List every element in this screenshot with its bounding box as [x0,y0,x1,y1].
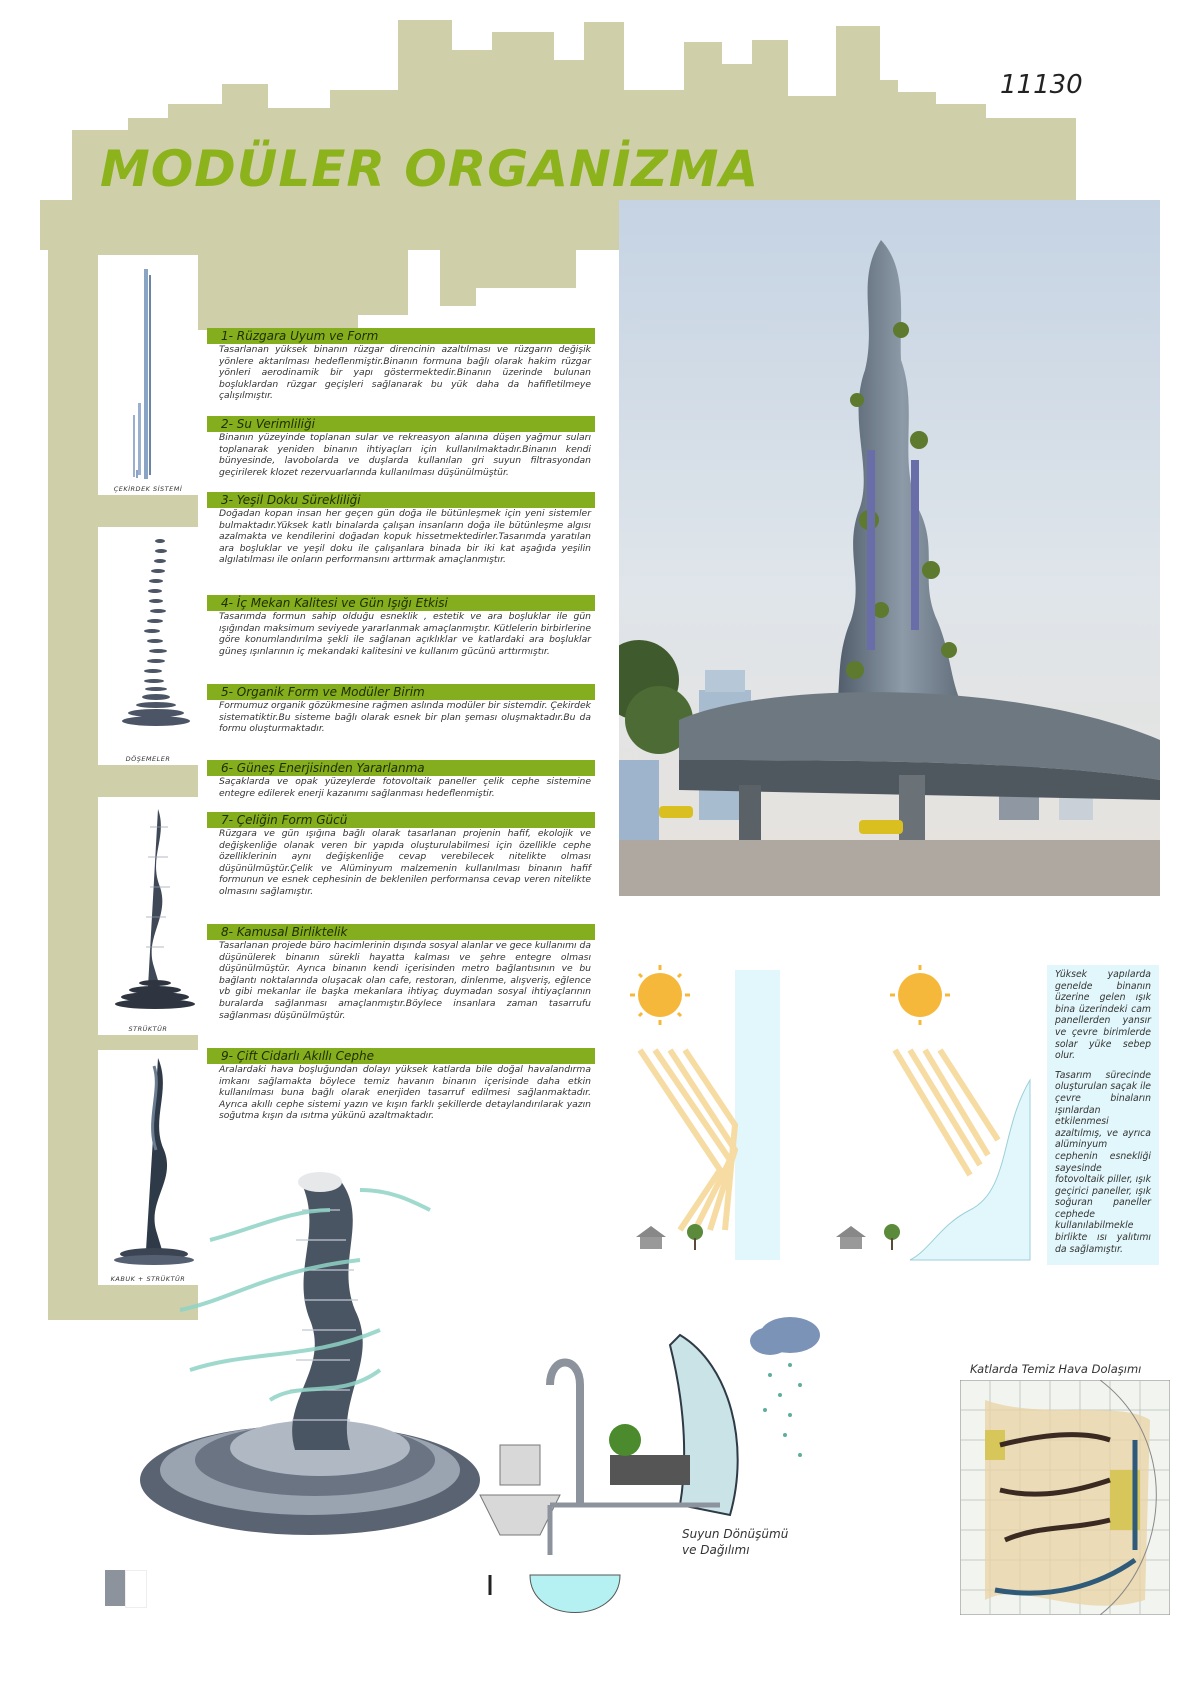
cloud-icon [750,1317,820,1355]
planter-box [610,1455,690,1485]
solar-note [1047,965,1159,1265]
glass-facade [735,970,780,1260]
solar-reflection-diagram-canopy [820,960,1040,1270]
structure-drawing [98,797,198,1022]
water-title-line: ve Dağılımı [682,1543,750,1557]
solar-note-paragraph: Tasarım sürecinde oluşturulan saçak ile çevre binaların ışınlardan etkilenmesi azaltılmış, ve ayrıca alüminyum cephenin esnekliği sayesinde fotovoltaik piller, ışık geçirici paneller, ışık soğuran paneller cephede kullanılabilmekle birlikte ısı yalıtımı da sağlamıştır. [1055,1069,1151,1255]
section-wind-form [207,328,595,402]
water-cycle-diagram [470,1305,830,1635]
thumbnail-caption: KABUK + STRÜKTÜR [110,1275,186,1283]
floors-drawing [98,527,198,752]
air-circulation-plan [960,1380,1170,1615]
section-organic-modular [207,684,595,735]
section-heading: 4- İç Mekan Kalitesi ve Gün Işığı Etkisi [207,595,595,611]
legend-swatch-gray [105,1570,125,1606]
section-public-togetherness [207,924,595,1021]
section-body: Tasarlanan yüksek binanın rüzgar direncinin azaltılması ve rüzgarın değişik yönlere aktarılması hedeflenmiştir.Binanın formuna bağlı olarak hakim rüzgar yönleri aerodinamik bir yapı göstermektedir.Binanın üzerinde bulunan boşluklardan rüzgar geçişleri sağlanarak bu yük daha da hafifletilmeye çalışılmıştır. [219,344,591,402]
tower-rendering [619,200,1160,896]
water-title-line: Suyun Dönüşümü [682,1527,789,1541]
section-heading: 8- Kamusal Birliktelik [207,924,595,940]
thumbnail-core-system [98,255,198,495]
section-interior-daylight [207,595,595,657]
section-body: Doğadan kopan insan her geçen gün doğa ile bütünleşmek için yeni sistemler bulmaktadır.Yüksek katlı binalarda çalışan insanların doğa ile bütünleşme algısı azalmakta ve kendilerini doğadan kopuk hissetmektedirler.Tasarımda yaratılan ara boşluklar ve yeşil doku ile çalışanlara binada bir iki kat aşağıda yeşilin algılatılması ile onların performansını arttırmak amaçlanmıştır. [219,508,591,566]
water-diagram-title [682,1526,788,1558]
sun-icon [890,965,950,1025]
house-icon [836,1226,866,1249]
sun-icon [630,965,690,1025]
solar-note-paragraph: Yüksek yapılarda genelde binanın üzerine gelen ışık bina üzerindeki cam panellerden yansır ve çevre birimlerde solar yüke sebep olur. [1055,969,1151,1062]
solar-reflection-diagram-glass [620,960,830,1270]
section-heading: 2- Su Verimliliği [207,416,595,432]
section-body: Rüzgara ve gün ışığına bağlı olarak tasarlanan projenin hafif, ekolojik ve değişkenliğe olanak veren bir yapıda oluşturulabilmesi için özellikle cephe özelliklerinin aynı değişkenliğe cevap verebilecek nitelikte olması düşünülmüştür.Çelik ve Alüminyum malzemenin kullanılması binanın hafif formunun ve esnek cephesinin de beklenilen performansa cevap veren nitelikte olmasını sağlamıştır. [219,828,591,897]
section-steel-form [207,812,595,898]
section-heading: 5- Organik Form ve Modüler Birim [207,684,595,700]
faucet-icon [550,1363,580,1506]
section-heading: 1- Rüzgara Uyum ve Form [207,328,595,344]
sun-rays [895,1050,998,1175]
section-body: Formumuz organik gözükmesine rağmen aslında modüler bir sistemdir. Çekirdek sistematiktir.Bu sisteme bağlı olarak esnek bir plan şeması oluşmaktadır.Bu da formu oluşturmaktadır. [219,700,591,735]
water-tank [530,1575,620,1613]
section-heading: 7- Çeliğin Form Gücü [207,812,595,828]
core-system-drawing [98,255,198,485]
poster-title: MODÜLER ORGANİZMA [100,140,760,198]
wind-flow-diagram [110,1150,490,1560]
tree-icon [884,1224,900,1250]
thumbnail-caption: STRÜKTÜR [128,1025,168,1033]
section-solar-energy [207,760,595,799]
rain-drops [763,1363,802,1457]
section-heading: 3- Yeşil Doku Sürekliliği [207,492,595,508]
thumbnail-caption: DÖŞEMELER [125,755,171,763]
section-heading: 9- Çift Cidarlı Akıllı Cephe [207,1048,595,1064]
thumbnail-caption: ÇEKİRDEK SİSTEMİ [113,485,183,493]
tree-icon [687,1224,703,1250]
section-body: Tasarımda formun sahip olduğu esneklik , estetik ve ara boşluklar ile gün ışığından maksimum seviyede yararlanmak amaçlanmıştır. Kütlelerin birbirlerine göre konumlandırılma şekli ile sağlanan açıklıklar ve katlardaki ara boşluklar güneş ışınlarının iç mekandaki kalitesini ve kullanım gücünü arttırmıştır. [219,611,591,657]
thumbnail-floors [98,527,198,765]
tree-icon [609,1424,641,1456]
sun-rays [640,1050,735,1230]
section-heading: 6- Güneş Enerjisinden Yararlanma [207,760,595,776]
air-diagram-title: Katlarda Temiz Hava Dolaşımı [970,1362,1142,1376]
thumbnail-structure [98,797,198,1035]
legend-swatch-white [125,1570,147,1608]
section-body: Tasarlanan projede büro hacimlerinin dışında sosyal alanlar ve gece kullanımı da düşünülerek binanın sürekli hayatta kalması ve şehre entegre olması düşünülmüştür. Ayrıca binanın kendi içerisinden metro bağlantısının ve bu bağlantı noktalarında oluşacak olan cafe, restoran, dinlenme, alışveriş, eğlence vb gibi mekanlar ile başka mekanlara ihtiyaç duymadan sosyal ihtiyaçlarının buralarda sağlanması amaçlanmıştır.Böylece insanlara zaman tasarrufu sağlanması düşünülmüştür. [219,940,591,1021]
section-water-efficiency [207,416,595,478]
section-green-continuity [207,492,595,566]
section-body: Binanın yüzeyinde toplanan sular ve rekreasyon alanına düşen yağmur suları toplanarak yeniden binanın ihtiyaçları için kullanılmaktadır.Binanın kendi bünyesinde, lavobolarda ve duşlarda kullanılan gri suyun filtrasyondan geçirilerek klozet rezervuarlarında kullanılması düşünülmüştür. [219,432,591,478]
project-number: 11130 [1000,70,1083,100]
facade-collector [670,1335,738,1515]
section-body: Aralardaki hava boşluğundan dolayı yüksek katlarda bile doğal havalandırma imkanı sağlamakta böylece temiz havanın binanın içerisinde daha etkin kullanılması buna bağlı olarak enerjiden tasarruf edilmesi sağlanmaktadır. Ayrıca akıllı cephe sistemi yazın ve kışın farklı şekillerde detaylandırılarak yazın soğutma kışın da ısıtma yükünü azaltmaktadır. [219,1064,591,1122]
tower-rendering-image [619,200,1160,896]
section-body: Saçaklarda ve opak yüzeylerde fotovoltaik paneller çelik cephe sistemine entegre edilerek enerji kazanımı sağlanması hedeflenmiştir. [219,776,591,799]
house-icon [636,1226,666,1249]
section-double-skin-facade [207,1048,595,1122]
